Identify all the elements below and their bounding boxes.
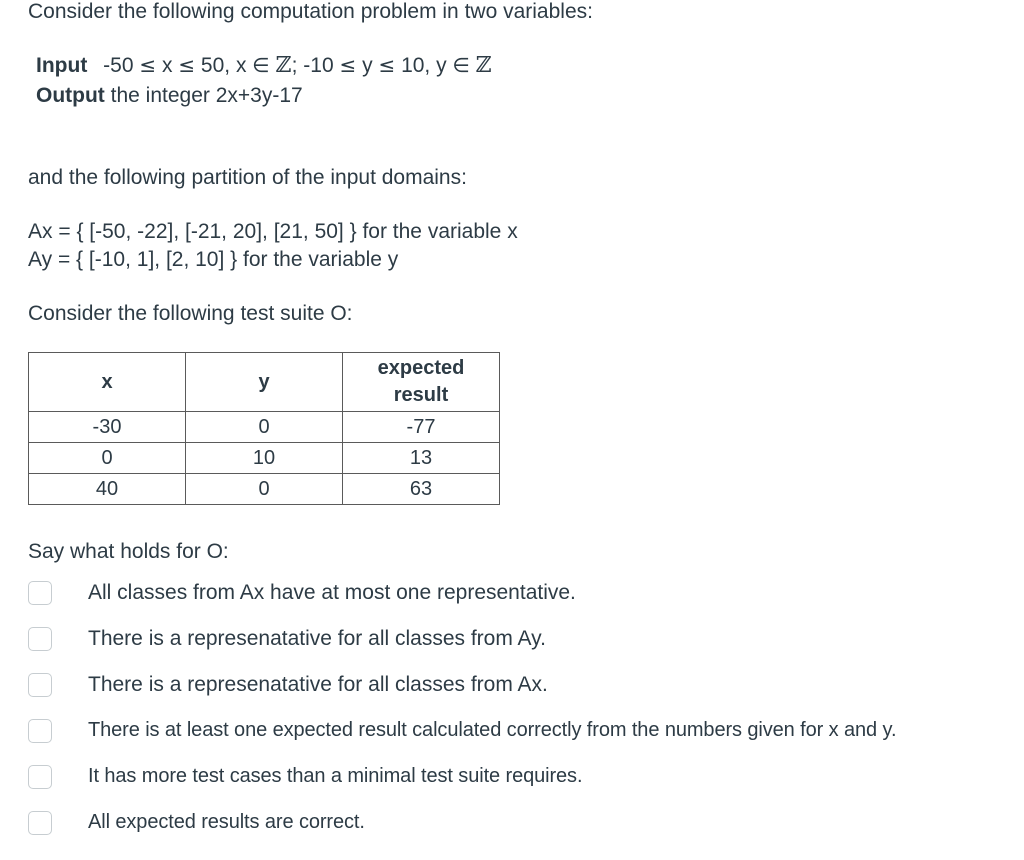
input-x-upper: 50, x <box>200 54 247 77</box>
header-expected-result: expected result <box>343 353 500 412</box>
cell-x: 40 <box>29 474 186 505</box>
leq-symbol-4: ≤ <box>378 53 396 77</box>
input-separator: ; -10 <box>291 54 334 77</box>
in-symbol-2: ∈ <box>452 53 470 77</box>
option-label-2[interactable]: There is a represenatative for all classes from Ay. <box>88 627 546 650</box>
integers-symbol-1: ℤ <box>275 53 292 78</box>
partition-ay: Ay = { [-10, 1], [2, 10] } for the variable y <box>28 248 399 271</box>
option-checkbox-1[interactable] <box>28 581 52 605</box>
cell-expected: 63 <box>343 474 500 505</box>
output-label: Output <box>36 84 105 107</box>
header-x: x <box>29 353 186 412</box>
suite-intro: Consider the following test suite O: <box>28 302 353 325</box>
table-row <box>29 474 500 505</box>
option-checkbox-3[interactable] <box>28 673 52 697</box>
cell-x: 0 <box>29 443 186 474</box>
cell-x: -30 <box>29 412 186 443</box>
question-text: Say what holds for O: <box>28 540 229 563</box>
option-label-5[interactable]: It has more test cases than a minimal test suite requires. <box>88 765 583 787</box>
cell-expected: 13 <box>343 443 500 474</box>
partition-ax: Ax = { [-50, -22], [-21, 20], [21, 50] } for the variable x <box>28 220 518 243</box>
leq-symbol-3: ≤ <box>339 53 357 77</box>
option-checkbox-4[interactable] <box>28 719 52 743</box>
option-label-6[interactable]: All expected results are correct. <box>88 811 365 833</box>
cell-y: 10 <box>186 443 343 474</box>
option-checkbox-2[interactable] <box>28 627 52 651</box>
problem-intro: Consider the following computation problem in two variables: <box>28 0 593 23</box>
cell-y: 0 <box>186 474 343 505</box>
table-row <box>29 412 500 443</box>
integers-symbol-2: ℤ <box>475 53 492 78</box>
input-spec <box>36 53 492 78</box>
in-symbol-1: ∈ <box>252 53 270 77</box>
header-y: y <box>186 353 343 412</box>
option-checkbox-5[interactable] <box>28 765 52 789</box>
leq-symbol-2: ≤ <box>178 53 196 77</box>
output-text: the integer 2x+3y-17 <box>110 84 303 107</box>
cell-expected: -77 <box>343 412 500 443</box>
input-label: Input <box>36 54 88 77</box>
input-y-upper: 10, y <box>401 54 447 77</box>
cell-y: 0 <box>186 412 343 443</box>
table-row <box>29 443 500 474</box>
partition-intro: and the following partition of the input domains: <box>28 166 467 189</box>
option-label-1[interactable]: All classes from Ax have at most one representative. <box>88 581 576 604</box>
option-label-3[interactable]: There is a represenatative for all classes from Ax. <box>88 673 548 696</box>
option-checkbox-6[interactable] <box>28 811 52 835</box>
input-y-var: y <box>362 54 373 77</box>
test-suite-table <box>28 352 500 505</box>
leq-symbol-1: ≤ <box>139 53 157 77</box>
input-x-lower: -50 <box>103 54 134 77</box>
input-x-var: x <box>161 54 173 77</box>
output-spec <box>36 84 303 108</box>
option-label-4[interactable]: There is at least one expected result calculated correctly from the numbers given for x and y. <box>88 719 897 741</box>
table-header-row <box>29 353 500 412</box>
